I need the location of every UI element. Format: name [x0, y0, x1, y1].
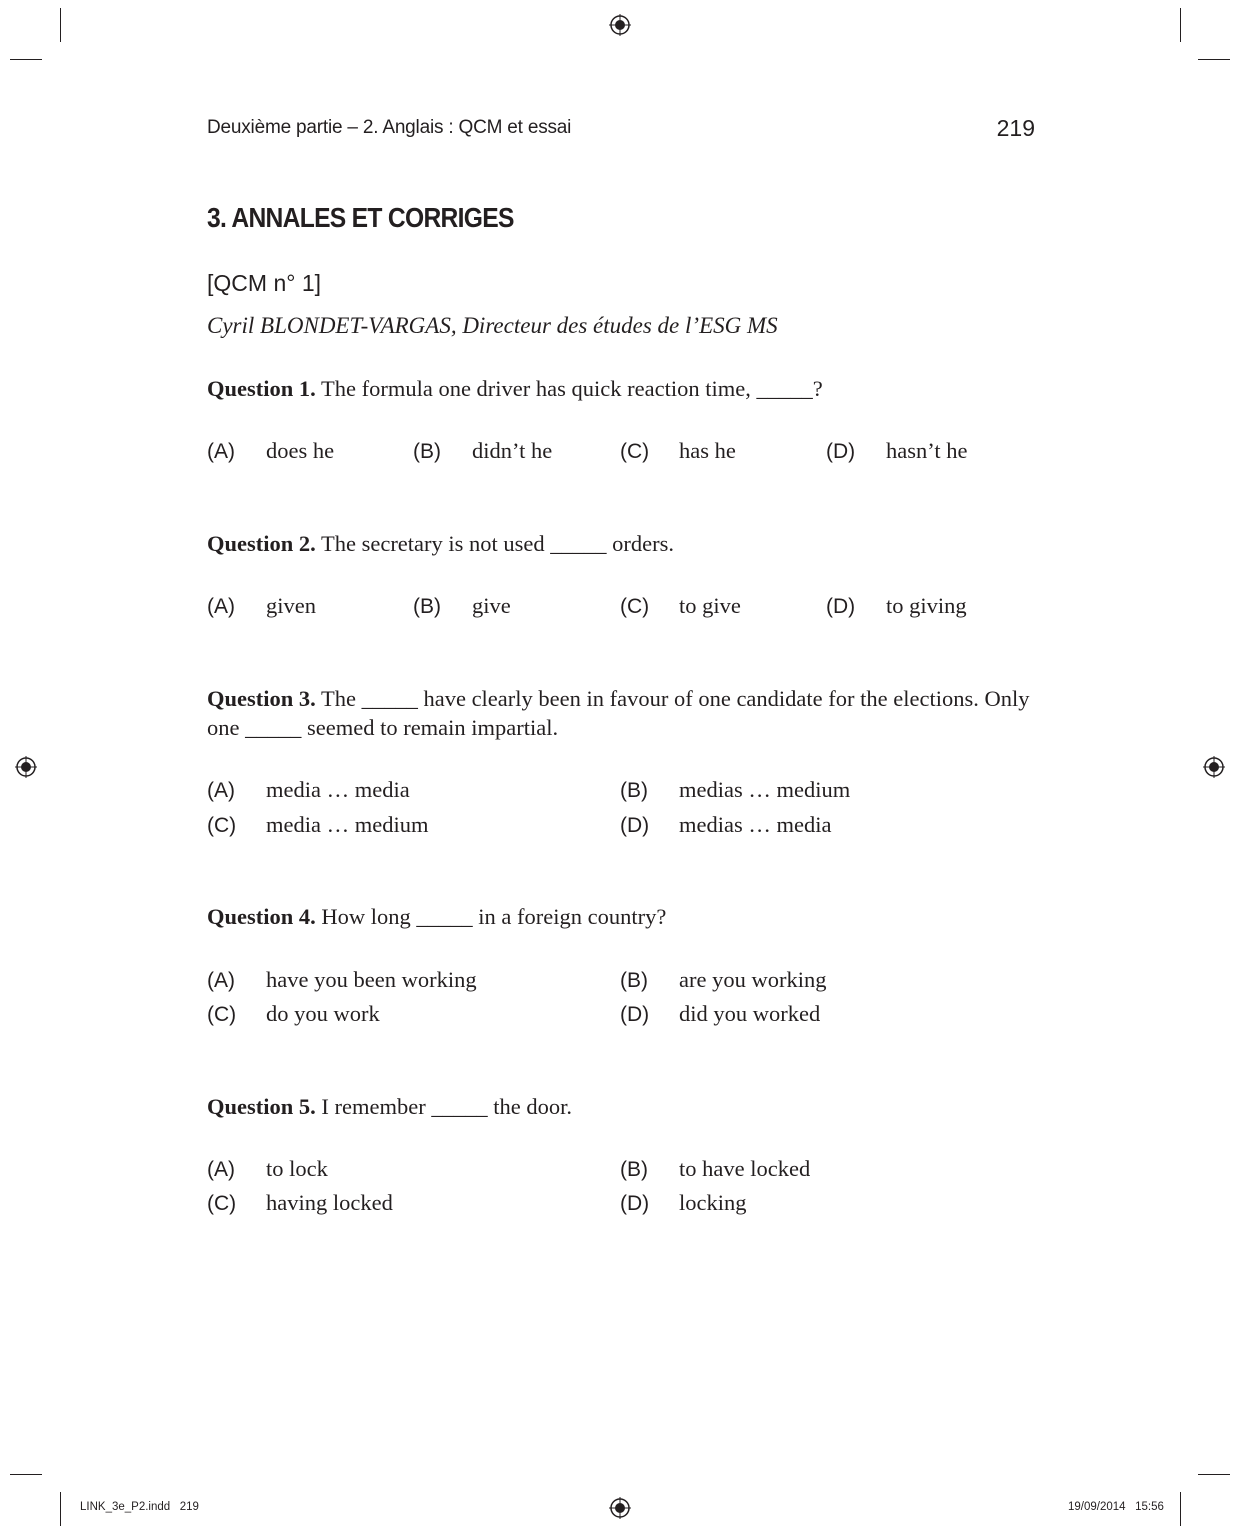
running-head: Deuxième partie – 2. Anglais : QCM et essai: [207, 117, 572, 138]
crop-mark-bottom-left: [60, 1492, 61, 1526]
option-text[interactable]: has he: [679, 438, 736, 463]
qcm-label: [QCM n° 1]: [207, 270, 322, 296]
question-text: How long _____ in a foreign country?: [315, 904, 667, 929]
question-label: Question 3.: [207, 686, 316, 711]
option-letter: (D): [620, 814, 650, 837]
option-letter: (B): [620, 969, 648, 992]
crop-mark-top-right-h: [1198, 59, 1230, 60]
question-text: The _____ have clearly been in favour of one candidate for the elections. Only one _____ seemed to remain impartial.: [207, 686, 1030, 740]
question-text: I remember _____ the door.: [315, 1094, 572, 1119]
option-text[interactable]: medias … media: [679, 812, 832, 837]
option-letter: (B): [620, 779, 648, 802]
option-letter: (B): [413, 440, 441, 463]
option-letter: (B): [620, 1158, 648, 1181]
option-text[interactable]: given: [266, 593, 316, 618]
option-text[interactable]: are you working: [679, 967, 827, 992]
option-letter: (C): [207, 814, 237, 837]
registration-mark-icon: [609, 14, 631, 36]
option-text[interactable]: do you work: [266, 1001, 380, 1026]
option-letter: (A): [207, 969, 235, 992]
option-text[interactable]: to give: [679, 593, 741, 618]
option-text[interactable]: didn’t he: [472, 438, 553, 463]
option-letter: (A): [207, 440, 235, 463]
option-text[interactable]: locking: [679, 1190, 747, 1215]
option-letter: (C): [620, 595, 650, 618]
option-text[interactable]: to giving: [886, 593, 967, 618]
option-letter: (C): [207, 1003, 237, 1026]
option-text[interactable]: does he: [266, 438, 335, 463]
crop-mark-top-right: [1180, 8, 1181, 42]
option-letter: (D): [620, 1003, 650, 1026]
registration-mark-icon: [1203, 756, 1225, 778]
option-letter: (C): [207, 1192, 237, 1215]
question-1: [207, 374, 1047, 403]
option-text[interactable]: did you worked: [679, 1001, 821, 1026]
question-5: [207, 1092, 1047, 1121]
option-text[interactable]: have you been working: [266, 967, 477, 992]
author-line: Cyril BLONDET-VARGAS, Directeur des études de l’ESG MS: [207, 313, 778, 338]
crop-mark-top-left-h: [10, 59, 42, 60]
crop-mark-bottom-left-h: [10, 1474, 42, 1475]
question-text: The secretary is not used _____ orders.: [315, 531, 675, 556]
option-text[interactable]: media … media: [266, 777, 410, 802]
option-text[interactable]: to have locked: [679, 1156, 811, 1181]
question-label: Question 4.: [207, 904, 316, 929]
question-label: Question 1.: [207, 376, 316, 401]
option-text[interactable]: medias … medium: [679, 777, 851, 802]
question-3: [207, 684, 1047, 742]
question-4: [207, 902, 1047, 931]
question-label: Question 5.: [207, 1094, 316, 1119]
slug-file-info: LINK_3e_P2.indd 219: [80, 1501, 199, 1513]
registration-mark-icon: [609, 1497, 631, 1519]
slug-date-info: 19/09/2014 15:56: [1068, 1501, 1164, 1513]
option-letter: (D): [826, 595, 856, 618]
option-text[interactable]: to lock: [266, 1156, 328, 1181]
question-text: The formula one driver has quick reaction time, _____?: [315, 376, 823, 401]
option-text[interactable]: having locked: [266, 1190, 393, 1215]
option-text[interactable]: hasn’t he: [886, 438, 968, 463]
page-number: 219: [996, 115, 1035, 141]
crop-mark-bottom-right: [1180, 1492, 1181, 1526]
registration-mark-icon: [15, 756, 37, 778]
section-title: 3. ANNALES ET CORRIGES: [207, 202, 514, 233]
crop-mark-bottom-right-h: [1198, 1474, 1230, 1475]
option-letter: (D): [826, 440, 856, 463]
option-letter: (A): [207, 595, 235, 618]
option-letter: (B): [413, 595, 441, 618]
option-text[interactable]: media … medium: [266, 812, 429, 837]
option-letter: (A): [207, 1158, 235, 1181]
question-label: Question 2.: [207, 531, 316, 556]
option-text[interactable]: give: [472, 593, 511, 618]
crop-mark-top-left: [60, 8, 61, 42]
option-letter: (C): [620, 440, 650, 463]
question-2: [207, 529, 1047, 558]
option-letter: (A): [207, 779, 235, 802]
option-letter: (D): [620, 1192, 650, 1215]
